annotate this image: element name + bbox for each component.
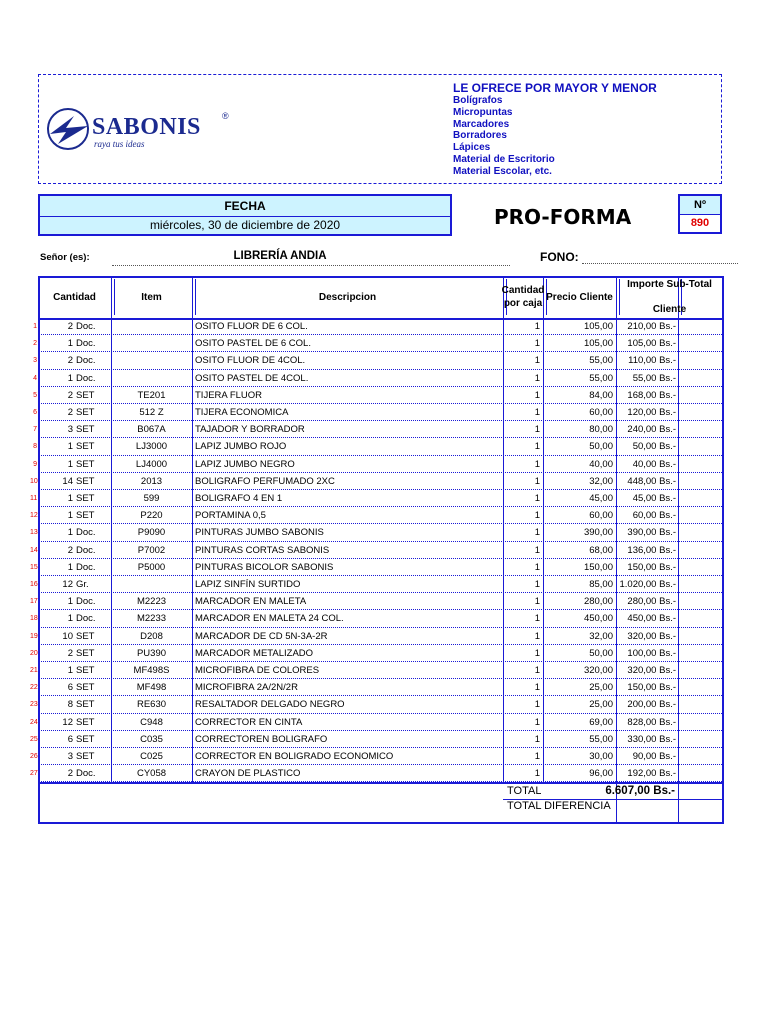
cell-precio: 150,00 (583, 561, 613, 573)
cell-item: 512 Z (139, 407, 164, 418)
table-row (33, 335, 724, 352)
cell-cantidad-caja: 1 (534, 665, 540, 676)
cell-cantidad: 12 (62, 579, 73, 590)
header-item (111, 276, 192, 318)
total-diferencia-label: TOTAL DIFERENCIA (507, 800, 611, 813)
cell-unidad: SET (76, 699, 95, 711)
cell-importe: 210,00 Bs.- (627, 321, 676, 332)
cell-cantidad: 2 (67, 407, 73, 418)
cell-precio: 390,00 (583, 527, 613, 539)
cell-unidad: Doc. (76, 561, 96, 573)
registered-mark: ® (222, 111, 229, 121)
cell-item: C025 (140, 751, 163, 762)
table-row (30, 714, 724, 731)
table-row (30, 610, 724, 627)
table-row (30, 765, 724, 782)
cell-item: 2013 (140, 475, 163, 487)
cell-descripcion: BOLIGRAFO PERFUMADO 2XC (195, 475, 335, 487)
cell-cantidad-caja: 1 (534, 458, 540, 470)
cell-cantidad: 1 (67, 493, 73, 504)
cell-importe: 110,00 Bs.- (628, 355, 676, 367)
numero-box (678, 194, 722, 234)
cell-cantidad: 8 (67, 699, 73, 711)
cell-cantidad: 1 (67, 596, 73, 608)
cell-cantidad-caja: 1 (534, 682, 540, 694)
cell-cantidad: 1 (67, 441, 73, 453)
table-row (30, 748, 724, 765)
cell-item: CY058 (136, 768, 167, 780)
cell-descripcion: MICROFIBRA 2A/2N/2R (195, 682, 298, 694)
table-row (30, 524, 724, 541)
fono-label: FONO: (540, 250, 579, 264)
header-descripcion-text: Descripcion (318, 291, 377, 303)
cell-precio: 25,00 (589, 682, 613, 694)
cell-cantidad-caja: 1 (534, 596, 540, 608)
offer-item: Lápices (453, 142, 491, 154)
cell-item: C948 (140, 716, 163, 728)
cell-cantidad-caja: 1 (534, 716, 540, 728)
cell-unidad: Doc. (76, 527, 96, 539)
cell-unidad: Doc. (76, 596, 96, 608)
row-number: 17 (30, 598, 38, 606)
cell-cantidad: 2 (67, 389, 73, 401)
cell-importe: 330,00 Bs.- (627, 733, 676, 745)
cell-descripcion: CORRECTOREN BOLIGRAFO (195, 733, 328, 745)
cell-descripcion: PINTURAS JUMBO SABONIS (195, 527, 324, 539)
cell-cantidad-caja: 1 (534, 647, 540, 659)
table-row (30, 576, 724, 593)
row-number: 16 (30, 581, 38, 588)
cell-cantidad-caja: 1 (534, 630, 540, 642)
cell-descripcion: TIJERA FLUOR (195, 389, 263, 401)
cell-unidad: Doc. (76, 544, 96, 556)
row-number: 20 (30, 649, 38, 657)
brand-name: SABONIS (92, 114, 201, 140)
table-row (30, 696, 724, 713)
cell-descripcion: OSITO PASTEL DE 6 COL. (195, 338, 311, 350)
cell-precio: 105,00 (583, 321, 613, 332)
row-number: 23 (30, 701, 38, 709)
cell-unidad: Gr. (76, 579, 89, 590)
cell-unidad: Doc. (76, 338, 96, 350)
cell-cantidad: 1 (67, 338, 73, 350)
fecha-box (38, 194, 452, 236)
cell-importe: 390,00 Bs.- (627, 527, 676, 539)
table-row (30, 542, 724, 559)
cell-importe: 320,00 Bs.- (627, 665, 676, 676)
cell-precio: 96,00 (589, 768, 613, 780)
cell-cantidad: 3 (67, 424, 73, 436)
row-number: 7 (33, 426, 37, 434)
header-cantidad-por-caja-text: por caja (503, 298, 543, 309)
row-number: 2 (33, 340, 37, 348)
cell-cantidad-caja: 1 (534, 389, 540, 401)
cell-unidad: SET (76, 665, 95, 676)
cell-unidad: SET (76, 407, 95, 418)
header-cantidad (38, 276, 111, 318)
cell-cantidad: 2 (67, 321, 73, 332)
numero-label: Nº (680, 196, 720, 215)
cell-importe: 320,00 Bs.- (627, 630, 676, 642)
cell-cantidad: 2 (67, 647, 73, 659)
cell-item: MF498 (136, 682, 167, 694)
row-number: 12 (30, 512, 38, 520)
cell-item (111, 352, 192, 369)
cell-item: LJ3000 (135, 441, 168, 453)
cell-importe: 828,00 Bs.- (627, 716, 676, 728)
cell-descripcion: CORRECTOR EN CINTA (195, 716, 303, 728)
cell-cantidad-caja: 1 (534, 751, 540, 762)
header-importe-cliente-text: Cliente (652, 304, 687, 315)
cell-item: P220 (140, 510, 163, 522)
cell-unidad: SET (76, 630, 95, 642)
cell-cantidad-caja: 1 (534, 613, 540, 625)
cell-item: 599 (143, 493, 160, 504)
table-row (30, 559, 724, 576)
cell-unidad: Doc. (76, 355, 96, 367)
table-row (33, 421, 724, 438)
row-number: 26 (30, 753, 38, 760)
offer-item: Marcadores (453, 118, 510, 130)
row-number: 11 (30, 495, 38, 502)
table-row (30, 507, 724, 524)
cell-descripcion: MARCADOR EN MALETA (195, 596, 307, 608)
cell-precio: 69,00 (589, 716, 613, 728)
cell-unidad: SET (76, 510, 95, 522)
cell-cantidad: 12 (62, 716, 73, 728)
cell-importe: 280,00 Bs.- (627, 596, 676, 608)
row-number: 27 (30, 770, 38, 778)
cell-item (111, 576, 192, 593)
cell-precio: 50,00 (589, 647, 613, 659)
senor-value: LIBRERÍA ANDIA (233, 250, 327, 262)
cell-cantidad: 1 (67, 372, 73, 384)
cell-unidad: SET (76, 441, 95, 453)
header-precio-cliente (543, 276, 616, 318)
cell-cantidad-caja: 1 (534, 372, 540, 384)
fono-dotted-line (582, 263, 738, 264)
cell-precio: 40,00 (589, 458, 613, 470)
cell-cantidad-caja: 1 (534, 355, 540, 367)
cell-cantidad: 1 (67, 458, 73, 470)
cell-precio: 450,00 (583, 613, 613, 625)
cell-cantidad: 1 (67, 527, 73, 539)
cell-cantidad: 2 (67, 544, 73, 556)
cell-descripcion: PORTAMINA 0,5 (195, 510, 266, 522)
cell-descripcion: MICROFIBRA DE COLORES (195, 665, 320, 676)
table-row (33, 370, 724, 387)
row-number: 24 (30, 718, 38, 726)
cell-unidad: SET (76, 682, 95, 694)
header-cantidad-por-caja-text: Cantidad (501, 285, 545, 296)
cell-importe: 120,00 Bs.- (627, 407, 676, 418)
cell-descripcion: OSITO PASTEL DE 4COL. (195, 372, 309, 384)
senor-label: Señor (es): (40, 252, 90, 263)
cell-item (111, 370, 192, 387)
cell-cantidad-caja: 1 (534, 493, 540, 504)
cell-item: P7002 (137, 544, 166, 556)
table-row (33, 318, 724, 335)
cell-descripcion: LAPIZ JUMBO ROJO (195, 441, 287, 453)
cell-item: RE630 (136, 699, 167, 711)
cell-item: B067A (137, 424, 166, 436)
cell-precio: 68,00 (589, 544, 613, 556)
header-importe-cliente-text: Importe Sub-Total (627, 279, 712, 290)
cell-cantidad: 1 (67, 561, 73, 573)
cell-cantidad-caja: 1 (534, 407, 540, 418)
row-number: 18 (30, 615, 38, 623)
cell-unidad: SET (76, 733, 95, 745)
cell-unidad: SET (76, 389, 95, 401)
offer-item: Material de Escritorio (453, 153, 555, 165)
cell-importe: 105,00 Bs.- (627, 338, 676, 350)
cell-cantidad: 1 (67, 613, 73, 625)
senor-dotted-line (112, 265, 510, 266)
cell-item: M2223 (136, 596, 167, 608)
cell-descripcion: LAPIZ SINFÍN SURTIDO (195, 579, 301, 590)
cell-importe: 40,00 Bs.- (632, 458, 676, 470)
cell-unidad: SET (76, 424, 95, 436)
cell-precio: 55,00 (589, 372, 613, 384)
row-number: 1 (33, 323, 37, 330)
cell-precio: 50,00 (589, 441, 613, 453)
offer-item: Micropuntas (453, 106, 513, 118)
offer-item: Material Escolar, etc. (453, 165, 552, 177)
header-importe-cliente (616, 276, 723, 318)
header-cantidad-text: Cantidad (53, 291, 96, 303)
cell-precio: 55,00 (589, 733, 613, 745)
row-number: 10 (30, 477, 38, 485)
header-descripcion (192, 276, 503, 318)
row-number: 14 (30, 546, 38, 554)
cell-cantidad: 10 (62, 630, 73, 642)
cell-descripcion: MARCADOR DE CD 5N-3A-2R (195, 630, 328, 642)
cell-descripcion: TAJADOR Y BORRADOR (195, 424, 305, 436)
cell-unidad: SET (76, 716, 95, 728)
table-row (33, 387, 724, 404)
cell-cantidad-caja: 1 (534, 441, 540, 453)
cell-importe: 448,00 Bs.- (627, 475, 676, 487)
cell-unidad: SET (76, 647, 95, 659)
cell-precio: 80,00 (589, 424, 613, 436)
table-row (30, 679, 724, 696)
cell-cantidad-caja: 1 (534, 527, 540, 539)
header-item-text: Item (141, 291, 162, 303)
items-table (30, 276, 724, 824)
cell-cantidad: 14 (62, 475, 73, 487)
total-value: 6.607,00 Bs.- (605, 785, 675, 798)
cell-unidad: SET (76, 751, 95, 762)
cell-item: TE201 (137, 389, 166, 401)
table-row (33, 456, 724, 473)
row-number: 19 (30, 632, 38, 640)
cell-precio: 84,00 (589, 389, 613, 401)
cell-precio: 60,00 (589, 510, 613, 522)
row-number: 4 (33, 374, 37, 382)
offer-list (453, 95, 555, 178)
cell-descripcion: PINTURAS BICOLOR SABONIS (195, 561, 334, 573)
table-row (30, 628, 724, 645)
cell-unidad: Doc. (76, 613, 96, 625)
cell-cantidad-caja: 1 (534, 561, 540, 573)
table-row (33, 404, 724, 421)
cell-cantidad: 1 (67, 510, 73, 522)
cell-item: PU390 (136, 647, 167, 659)
cell-cantidad: 6 (67, 682, 73, 694)
header-precio-cliente-text: Precio Cliente (546, 291, 613, 303)
cell-cantidad: 6 (67, 733, 73, 745)
row-number: 13 (30, 529, 38, 537)
cell-importe: 55,00 Bs.- (632, 372, 676, 384)
cell-item: D208 (140, 630, 163, 642)
cell-cantidad-caja: 1 (534, 510, 540, 522)
fecha-label: FECHA (40, 196, 450, 217)
cell-descripcion: OSITO FLUOR DE 6 COL. (195, 321, 308, 332)
cell-descripcion: TIJERA ECONOMICA (195, 407, 289, 418)
table-row (30, 731, 724, 748)
cell-descripcion: OSITO FLUOR DE 4COL. (195, 355, 306, 367)
cell-cantidad-caja: 1 (534, 424, 540, 436)
cell-precio: 32,00 (589, 630, 613, 642)
cell-unidad: SET (76, 493, 95, 504)
row-number: 15 (30, 563, 38, 571)
cell-cantidad-caja: 1 (534, 733, 540, 745)
table-row (33, 438, 724, 455)
cell-importe: 240,00 Bs.- (627, 424, 676, 436)
cell-importe: 136,00 Bs.- (627, 544, 676, 556)
cell-unidad: Doc. (76, 768, 96, 780)
cell-cantidad-caja: 1 (534, 699, 540, 711)
cell-precio: 60,00 (589, 407, 613, 418)
cell-item: MF498S (133, 665, 170, 676)
numero-value: 890 (690, 217, 710, 229)
cell-unidad: Doc. (76, 321, 96, 332)
cell-precio: 55,00 (589, 355, 613, 367)
cell-cantidad: 2 (67, 355, 73, 367)
cell-cantidad: 2 (67, 768, 73, 780)
cell-cantidad-caja: 1 (534, 579, 540, 590)
cell-cantidad: 1 (67, 665, 73, 676)
cell-precio: 85,00 (589, 579, 613, 590)
cell-precio: 280,00 (583, 596, 613, 608)
row-number: 8 (33, 443, 37, 451)
cell-cantidad-caja: 1 (534, 768, 540, 780)
cell-importe: 150,00 Bs.- (627, 682, 676, 694)
cell-importe: 150,00 Bs.- (627, 561, 676, 573)
cell-unidad: SET (76, 458, 95, 470)
cell-item: M2233 (136, 613, 167, 625)
header-cantidad-por-caja (503, 276, 543, 318)
row-number: 5 (33, 391, 37, 399)
row-number: 22 (30, 684, 38, 692)
cell-descripcion: PINTURAS CORTAS SABONIS (195, 544, 330, 556)
cell-precio: 45,00 (589, 493, 613, 504)
cell-unidad: SET (76, 475, 95, 487)
row-number: 25 (30, 735, 38, 743)
total-label: TOTAL (507, 785, 542, 798)
cell-descripcion: LAPIZ JUMBO NEGRO (195, 458, 295, 470)
offer-title: LE OFRECE POR MAYOR Y MENOR (453, 81, 657, 95)
cell-unidad: Doc. (76, 372, 96, 384)
cell-cantidad-caja: 1 (534, 321, 540, 332)
cell-importe: 45,00 Bs.- (632, 493, 676, 504)
cell-importe: 1.020,00 Bs.- (619, 579, 676, 590)
table-row (30, 662, 724, 679)
cell-cantidad-caja: 1 (534, 544, 540, 556)
cell-importe: 60,00 Bs.- (632, 510, 676, 522)
cell-precio: 25,00 (589, 699, 613, 711)
cell-importe: 192,00 Bs.- (627, 768, 676, 780)
cell-cantidad: 3 (67, 751, 73, 762)
offer-item: Bolígrafos (453, 95, 503, 106)
row-number: 9 (33, 460, 37, 468)
row-number: 3 (33, 357, 37, 365)
cell-descripcion: BOLIGRAFO 4 EN 1 (195, 493, 283, 504)
cell-importe: 90,00 Bs.- (632, 751, 676, 762)
row-number: 6 (33, 409, 37, 416)
table-row (30, 473, 724, 490)
cell-precio: 105,00 (583, 338, 613, 350)
brand-slogan: raya tus ideas (94, 139, 145, 149)
cell-item: P5000 (137, 561, 166, 573)
row-number: 21 (30, 667, 38, 674)
cell-item: P9090 (137, 527, 166, 539)
cell-importe: 50,00 Bs.- (632, 441, 676, 453)
table-row (33, 352, 724, 369)
cell-item (111, 335, 192, 352)
cell-importe: 100,00 Bs.- (627, 647, 676, 659)
cell-item: LJ4000 (135, 458, 168, 470)
cell-precio: 320,00 (583, 665, 613, 676)
document-title: PRO-FORMA (494, 205, 632, 229)
cell-descripcion: CRAYON DE PLASTICO (195, 768, 301, 780)
cell-descripcion: CORRECTOR EN BOLIGRADO ECONOMICO (195, 751, 394, 762)
table-row (30, 593, 724, 610)
cell-descripcion: MARCADOR EN MALETA 24 COL. (195, 613, 344, 625)
cell-precio: 30,00 (589, 751, 613, 762)
offer-item: Borradores (453, 130, 507, 142)
table-row (30, 490, 724, 507)
cell-importe: 168,00 Bs.- (627, 389, 676, 401)
cell-cantidad-caja: 1 (534, 338, 540, 350)
fecha-value: miércoles, 30 de diciembre de 2020 (149, 218, 341, 232)
table-row (30, 645, 724, 662)
cell-item: C035 (140, 733, 163, 745)
cell-descripcion: MARCADOR METALIZADO (195, 647, 314, 659)
cell-precio: 32,00 (589, 475, 613, 487)
cell-descripcion: RESALTADOR DELGADO NEGRO (195, 699, 345, 711)
cell-importe: 450,00 Bs.- (627, 613, 676, 625)
cell-item (111, 318, 192, 335)
cell-cantidad-caja: 1 (534, 475, 540, 487)
cell-importe: 200,00 Bs.- (627, 699, 676, 711)
